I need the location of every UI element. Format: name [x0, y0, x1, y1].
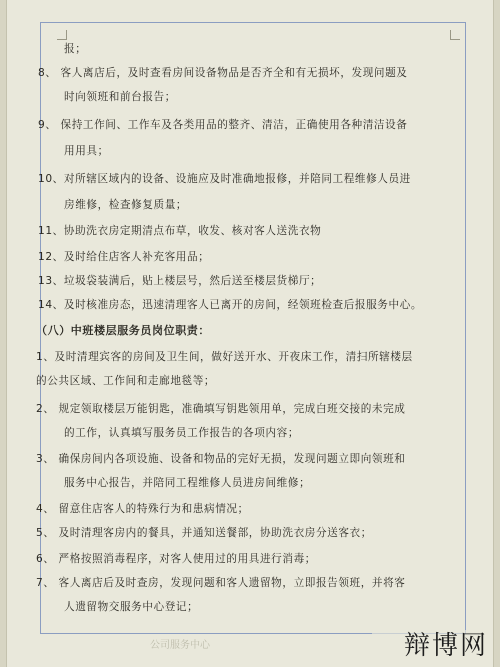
faint-watermark-text: 公司服务中心: [150, 640, 210, 651]
document-line: 8、 客人离店后，及时查看房间设备物品是否齐全和有无损坏，发现问题及: [38, 67, 408, 79]
document-line: 11、协助洗衣房定期清点布草，收发、核对客人送洗衣物: [38, 225, 322, 237]
document-line: 12、及时给住店客人补充客用品；: [38, 251, 210, 263]
document-line: 服务中心报告，并陪同工程维修人员进房间维修；: [64, 477, 311, 489]
document-line: 3、 确保房间内各项设施、设备和物品的完好无损，发现问题立即向领班和: [36, 453, 406, 465]
document-line: 10、对所辖区域内的设备、设施应及时准确地报修，并陪同工程维修人员进: [38, 173, 411, 185]
document-line: 4、 留意住店客人的特殊行为和患病情况；: [36, 503, 249, 515]
section-heading: （八）中班楼层服务员岗位职责：: [36, 324, 210, 337]
document-line: 13、垃圾袋装满后，贴上楼层号，然后送至楼层货梯厅；: [38, 275, 322, 287]
document-line: 6、 严格按照消毒程序，对客人使用过的用具进行消毒；: [36, 553, 316, 565]
document-line: 2、 规定领取楼层万能钥匙，准确填写钥匙领用单，完成白班交接的未完成: [36, 403, 406, 415]
document-line: 报；: [64, 43, 87, 55]
watermark-logo-text: 辩博网: [403, 631, 488, 661]
document-line: 时向领班和前台报告；: [64, 91, 176, 103]
document-line: 5、 及时清理客房内的餐具，并通知送餐部，协助洗衣房分送客衣；: [36, 527, 372, 539]
document-line: 9、 保持工作间、工作车及各类用品的整齐、清洁，正确使用各种清洁设备: [38, 119, 408, 131]
document-line: 房维修，检查修复质量；: [64, 199, 188, 211]
document-line: 的公共区域、工作间和走廊地毯等；: [36, 375, 216, 387]
document-line: 1、及时清理宾客的房间及卫生间，做好送开水、开夜床工作，清扫所辖楼层: [36, 351, 413, 363]
document-line: 7、 客人离店后及时查房，发现问题和客人遗留物，立即报告领班，并将客: [36, 577, 406, 589]
document-line: 14、及时核准房态，迅速清理客人已离开的房间，经领班检查后报服务中心。: [38, 299, 423, 311]
document-line: 用用具；: [64, 145, 109, 157]
site-watermark: [372, 624, 494, 664]
document-line: 的工作，认真填写服务员工作报告的各项内容；: [64, 427, 300, 439]
document-line: 人遗留物交服务中心登记；: [64, 601, 199, 613]
